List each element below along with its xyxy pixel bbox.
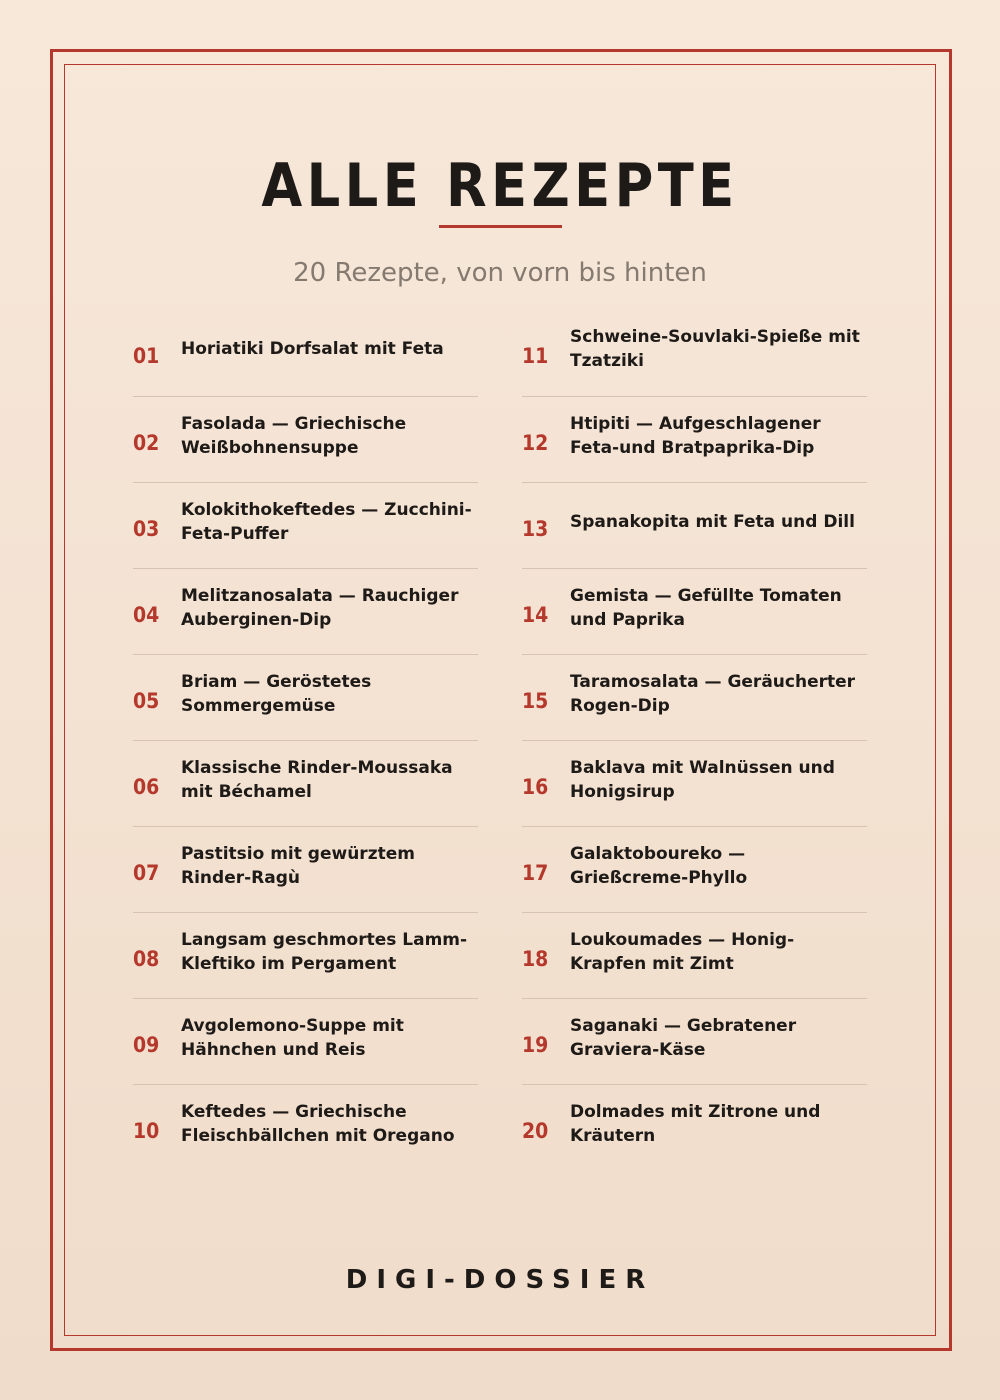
recipe-name: Baklava mit Walnüssen und Honigsirup — [570, 758, 835, 802]
recipe-name: Keftedes — Griechische Fleischbällchen mit Oregano — [181, 1102, 455, 1146]
recipe-name: Htipiti — Aufgeschlagener Feta-und Bratpaprika-Dip — [570, 414, 821, 458]
recipe-number: 01 — [133, 344, 160, 368]
recipe-name: Kolokithokeftedes — Zucchini-Feta-Puffer — [181, 500, 472, 544]
recipe-number: 03 — [133, 517, 160, 541]
recipe-name: Klassische Rinder-Moussaka mit Béchamel — [181, 758, 453, 802]
list-item[interactable] — [522, 998, 867, 1084]
page-subtitle: 20 Rezepte, von vorn bis hinten — [293, 258, 707, 288]
list-item[interactable] — [133, 396, 478, 482]
recipe-name: Dolmades mit Zitrone und Kräutern — [570, 1102, 821, 1146]
list-item[interactable] — [522, 396, 867, 482]
recipe-number: 12 — [522, 431, 549, 455]
list-item[interactable] — [522, 1084, 867, 1170]
recipe-name: Pastitsio mit gewürztem Rinder-Ragù — [181, 844, 415, 888]
list-item[interactable] — [522, 740, 867, 826]
list-item[interactable] — [133, 310, 478, 396]
recipe-number: 19 — [522, 1033, 549, 1057]
recipe-name: Gemista — Gefüllte Tomaten und Paprika — [570, 586, 842, 630]
list-item[interactable] — [133, 1084, 478, 1170]
recipe-number: 08 — [133, 947, 160, 971]
recipe-list-right — [522, 310, 867, 1170]
recipe-number: 20 — [522, 1119, 549, 1143]
recipe-number: 07 — [133, 861, 160, 885]
recipe-number: 04 — [133, 603, 160, 627]
recipe-number: 16 — [522, 775, 549, 799]
recipe-number: 15 — [522, 689, 549, 713]
recipe-name: Briam — Geröstetes Sommergemüse — [181, 672, 372, 716]
title-underline — [439, 225, 562, 228]
brand-footer: DIGI-DOSSIER — [345, 1265, 655, 1295]
recipe-name: Horiatiki Dorfsalat mit Feta — [181, 339, 444, 359]
recipe-number: 02 — [133, 431, 160, 455]
recipe-number: 09 — [133, 1033, 160, 1057]
recipe-name: Galaktoboureko — Grießcreme-Phyllo — [570, 844, 748, 888]
list-item[interactable] — [133, 740, 478, 826]
recipe-number: 17 — [522, 861, 549, 885]
list-item[interactable] — [133, 568, 478, 654]
recipe-number: 14 — [522, 603, 549, 627]
recipe-name: Schweine-Souvlaki-Spieße mit Tzatziki — [570, 327, 860, 371]
recipe-name: Spanakopita mit Feta und Dill — [570, 512, 855, 532]
list-item[interactable] — [522, 482, 867, 568]
recipe-number: 11 — [522, 344, 549, 368]
list-item[interactable] — [133, 912, 478, 998]
list-item[interactable] — [133, 482, 478, 568]
recipe-number: 13 — [522, 517, 549, 541]
list-item[interactable] — [133, 826, 478, 912]
list-item[interactable] — [522, 310, 867, 396]
recipe-name: Avgolemono-Suppe mit Hähnchen und Reis — [181, 1016, 404, 1060]
recipe-name: Langsam geschmortes Lamm-Kleftiko im Pergament — [181, 930, 468, 974]
list-item[interactable] — [133, 998, 478, 1084]
list-item[interactable] — [522, 912, 867, 998]
page-title: ALLE REZEPTE — [261, 151, 739, 221]
recipe-name: Taramosalata — Geräucherter Rogen-Dip — [570, 672, 856, 716]
list-item[interactable] — [522, 568, 867, 654]
list-item[interactable] — [522, 654, 867, 740]
list-item[interactable] — [522, 826, 867, 912]
recipe-number: 05 — [133, 689, 160, 713]
recipe-name: Melitzanosalata — Rauchiger Auberginen-Dip — [181, 586, 459, 630]
list-item[interactable] — [133, 654, 478, 740]
recipe-list-left — [133, 310, 478, 1170]
recipe-number: 06 — [133, 775, 160, 799]
recipe-name: Fasolada — Griechische Weißbohnensuppe — [181, 414, 407, 458]
recipe-number: 10 — [133, 1119, 160, 1143]
recipe-name: Loukoumades — Honig-Krapfen mit Zimt — [570, 930, 795, 974]
recipe-name: Saganaki — Gebratener Graviera-Käse — [570, 1016, 797, 1060]
recipe-number: 18 — [522, 947, 549, 971]
